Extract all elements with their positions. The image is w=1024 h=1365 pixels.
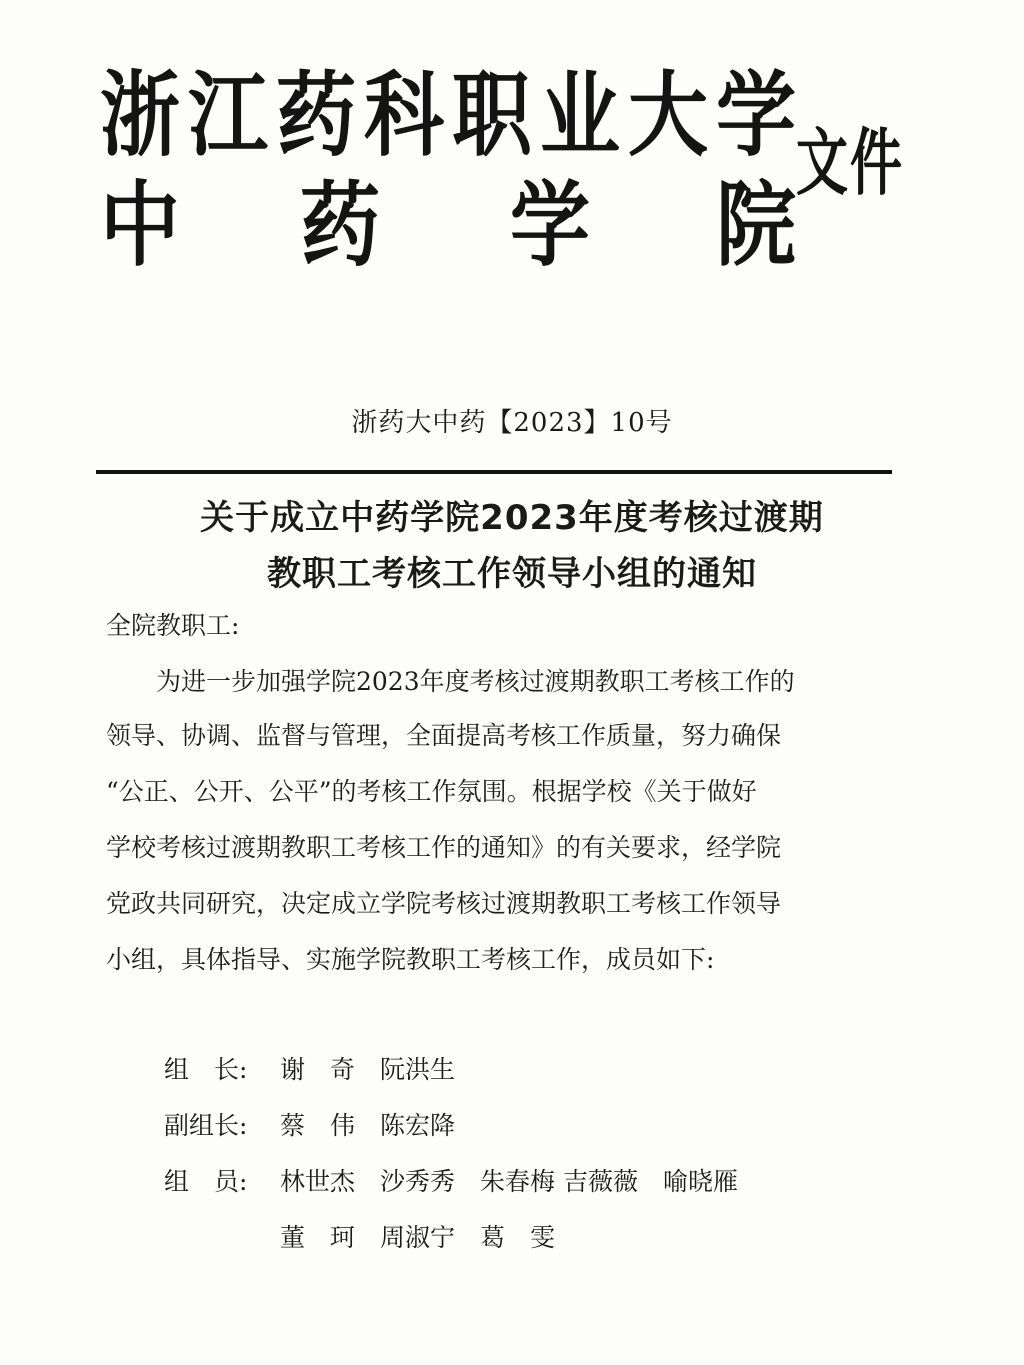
document-title-line-1: 关于成立中药学院2023年度考核过渡期 [200,498,824,538]
deputy-names: 蔡 伟 陈宏降 [280,1111,456,1140]
paragraph-line: 小组，具体指导、实施学院教职工考核工作，成员如下: [106,945,715,974]
masthead-char: 江 [188,61,268,169]
masthead-file-label: 文件 [796,122,905,207]
members-names-line-2: 董 珂 周淑宁 葛 雯 [280,1223,556,1252]
red-header-rule [96,470,892,474]
masthead-char: 大 [628,61,708,169]
masthead-char: 药 [300,171,380,279]
paragraph-line: 为进一步加强学院2023年度考核过渡期教职工考核工作的 [106,667,795,696]
document-number: 浙药大中药【2023】10号 [351,408,673,438]
members-label: 组 员: [164,1167,248,1196]
leader-names: 谢 奇 阮洪生 [280,1055,456,1084]
masthead-char: 职 [452,61,532,169]
salutation: 全院教职工: [106,611,240,640]
masthead-char: 科 [364,61,444,169]
paragraph-line: 领导、协调、监督与管理，全面提高考核工作质量，努力确保 [106,721,782,750]
masthead-char: 学 [716,61,796,169]
masthead-char: 中 [100,171,180,279]
paragraph-line: 学校考核过渡期教职工考核工作的通知》的有关要求，经学院 [106,833,782,862]
masthead-char: 学 [510,171,590,279]
paragraph-line: “公正、公开、公平”的考核工作氛围。根据学校《关于做好 [106,777,757,806]
paragraph-line: 党政共同研究，决定成立学院考核过渡期教职工考核工作领导 [106,889,782,918]
members-names-line-1: 林世杰 沙秀秀 朱春梅 吉薇薇 喻晓雁 [280,1167,738,1196]
document-title-line-2: 教职工考核工作领导小组的通知 [267,554,757,594]
leader-label: 组 长: [164,1055,248,1084]
deputy-label: 副组长: [164,1111,248,1140]
masthead-char: 业 [540,61,620,169]
masthead-char: 浙 [100,61,180,169]
masthead-char: 药 [276,61,356,169]
masthead-char: 院 [716,171,796,279]
